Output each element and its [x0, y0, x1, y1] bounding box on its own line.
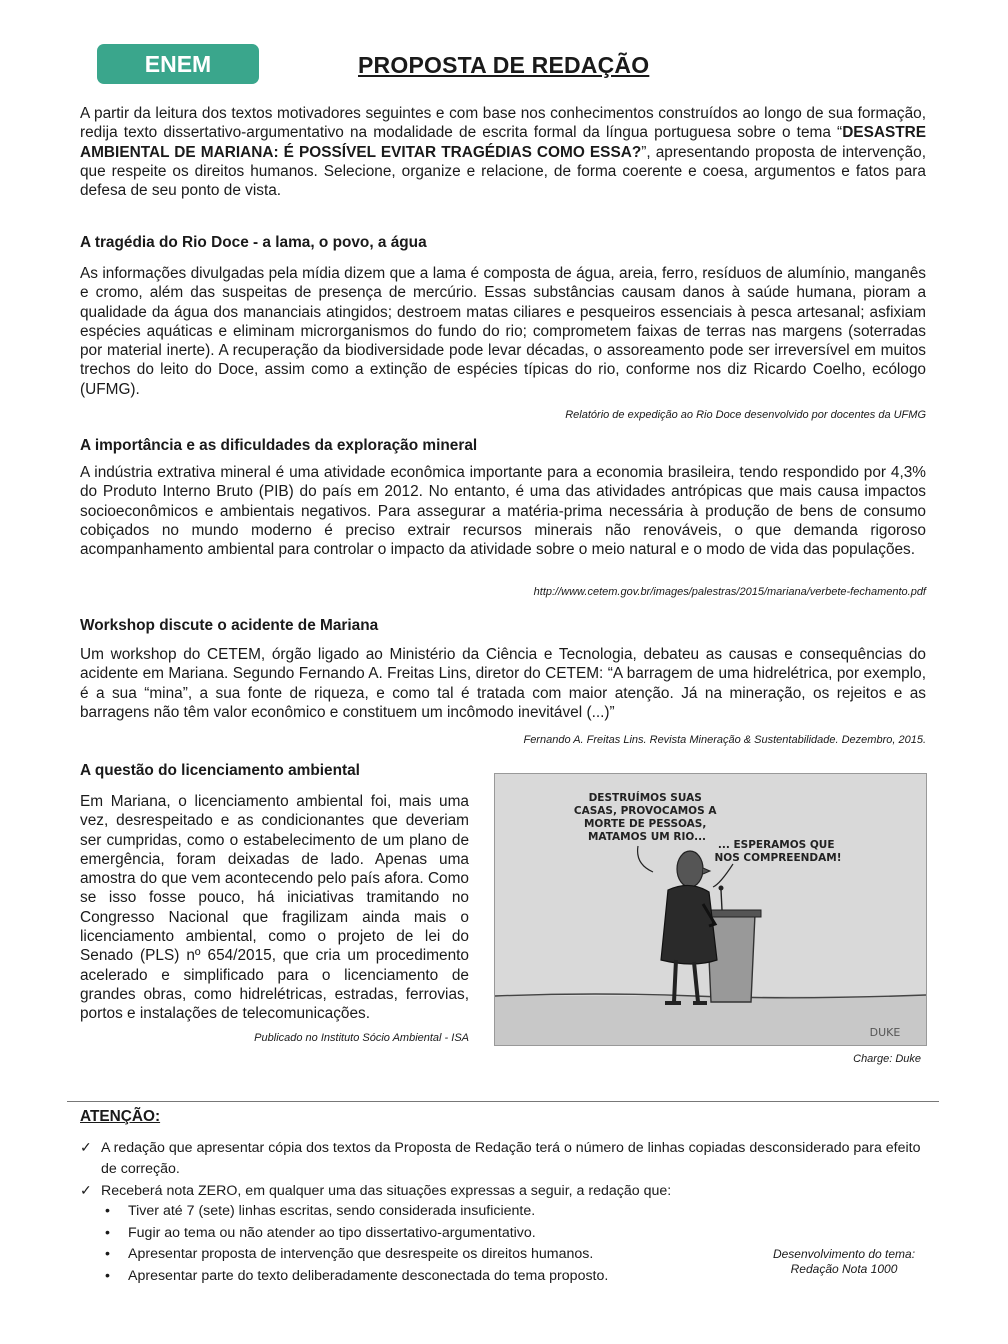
theme-development-note: [760, 1247, 928, 1277]
cartoon-image: [494, 773, 927, 1046]
cartoon-drawing: [495, 774, 926, 1045]
essay-theme: DESASTRE AMBIENTAL DE MARIANA: É POSSÍVEL EVITAR TRAGÉDIAS COMO ESSA?: [80, 124, 926, 161]
text1-source: Relatório de expedição ao Rio Doce desenvolvido por docentes da UFMG: [565, 409, 926, 421]
bubble1-line: CASAS, PROVOCAMOS A: [573, 805, 717, 817]
cartoon-credit: Charge: Duke: [853, 1053, 921, 1065]
attention-title: ATENÇÃO:: [80, 1108, 161, 1125]
bullet-icon: •: [105, 1268, 110, 1284]
bubble2-line: NOS COMPREENDAM!: [714, 852, 842, 864]
text3-body: Um workshop do CETEM, órgão ligado ao Ministério da Ciência e Tecnologia, debateu as causas e consequências do acidente em Mariana. Segundo Fernando A. Freitas Lins, diretor do CETEM: “A barragem de uma hidrelétrica, por exemplo, é a sua “mina”, a sua fonte de riqueza, e como tal é tratada com maior atenção. Já na mineração, os rejeitos e as barragens não têm valor econômico e constituem um incômodo inevitável (...)”: [80, 646, 926, 721]
bubble2-line: ... ESPERAMOS QUE: [717, 839, 835, 851]
zero-condition-text: Apresentar parte do texto deliberadamente desconectada do tema proposto.: [128, 1268, 609, 1284]
text4-heading: A questão do licenciamento ambiental: [80, 762, 360, 779]
zero-condition-text: Fugir ao tema ou não atender ao tipo dissertativo-argumentativo.: [128, 1225, 536, 1241]
enem-badge: ENEM: [97, 44, 259, 84]
attention-item-zero: [80, 1181, 921, 1202]
text1-heading: A tragédia do Rio Doce - a lama, o povo, a água: [80, 234, 427, 251]
zero-condition-item: [105, 1244, 593, 1265]
text4-body: Em Mariana, o licenciamento ambiental foi, mais uma vez, desrespeitado e as condicionantes que deveriam ser cumpridas, como o estabelecimento de um plano de emergência, foram deixadas de lado. Apenas uma amostra do que vem acontecendo pelo país afora. Como se isso fosse pouco, há iniciativas tramitando no Congresso Nacional que fragilizam ainda mais o licenciamento ambiental, como o projeto de lei do Senado (PLS) nº 654/2015, que cria um procedimento acelerado e simplificado para o licenciamento de grandes obras, como hidrelétricas, estradas, ferrovias, portos e instalações de telecomunicações.: [80, 793, 469, 1023]
zero-condition-text: Apresentar proposta de intervenção que desrespeite os direitos humanos.: [128, 1246, 594, 1262]
attention-item-text: A redação que apresentar cópia dos textos da Proposta de Redação terá o número de linhas copiadas desconsiderado para efeito de correção.: [101, 1140, 921, 1177]
bullet-icon: •: [105, 1225, 110, 1241]
bubble1-line: MORTE DE PESSOAS,: [583, 818, 707, 830]
bubble1-line: DESTRUÍMOS SUAS: [588, 792, 702, 804]
text3-heading: Workshop discute o acidente de Mariana: [80, 617, 379, 634]
text4-source: Publicado no Instituto Sócio Ambiental - ISA: [254, 1032, 469, 1044]
text2-body: A indústria extrativa mineral é uma atividade econômica importante para a economia brasileira, tendo respondido por 4,3% do Produto Interno Bruto (PIB) do país em 2012. No entanto, é uma das atividades antrópicas que mais causa impactos socioeconômicos e ambientais negativos. Para assegurar a matéria-prima necessária à produção de bens de consumo cobiçados no mundo moderno é preciso extrair recursos minerais não renováveis, o que demanda rigoroso acompanhamento ambiental para controlar o impacto da atividade sobre o meio natural e o modo de vida das populações.: [80, 464, 926, 559]
check-icon: ✓: [80, 1140, 92, 1156]
page-title: PROPOSTA DE REDAÇÃO: [358, 52, 650, 78]
zero-condition-text: Tiver até 7 (sete) linhas escritas, sendo considerada insuficiente.: [128, 1203, 536, 1219]
zero-condition-item: [105, 1266, 608, 1287]
check-icon: ✓: [80, 1183, 92, 1199]
svg-text:... ESPERAMOS QUE NOS: [714, 839, 841, 864]
attention-item-text: Receberá nota ZERO, em qualquer uma das situações expressas a seguir, a redação que:: [101, 1183, 672, 1199]
theme-development-line1: Desenvolvimento do tema:: [772, 1247, 916, 1261]
zero-condition-item: [105, 1223, 536, 1244]
attention-item-copy: [80, 1138, 921, 1180]
bullet-icon: •: [105, 1246, 110, 1262]
zero-condition-item: [105, 1201, 535, 1222]
intro-text-before: A partir da leitura dos textos motivadores seguintes e com base nos conhecimentos construídos ao longo de sua formação, redija texto dissertativo-argumentativo na modalidade de escrita formal da língua portuguesa sobre o tema “: [80, 105, 926, 142]
bullet-icon: •: [105, 1203, 110, 1219]
text2-source: http://www.cetem.gov.br/images/palestras/2015/mariana/verbete-fechamento.pdf: [533, 586, 926, 598]
cartoon-signature: DUKE: [869, 1026, 901, 1039]
intro-text-after: ”, apresentando proposta de intervenção, que respeite os direitos humanos. Selecione, organize e relacione, de forma coerente e coesa, argumentos e fatos para defesa de seu ponto de vista.: [80, 143, 927, 200]
section-divider: [67, 1101, 939, 1102]
bubble1-line: MATAMOS UM RIO...: [587, 831, 707, 843]
text2-heading: A importância e as dificuldades da exploração mineral: [80, 437, 478, 454]
theme-development-line2: Redação Nota 1000: [790, 1262, 898, 1276]
intro-paragraph: [80, 104, 926, 200]
text1-body: As informações divulgadas pela mídia dizem que a lama é composta de água, areia, ferro, resíduos de alumínio, manganês e cromo, além das suspeitas de presença de mercúrio. Essas substâncias causam danos à saúde humana, pioram a qualidade da água dos mananciais atingidos; destroem matas ciliares e pesqueiros essenciais à pesca artesanal; asfixiam espécies aquáticas e eliminam microrganismos do fundo do rio; comprometem faixas de terras nas margens (soterradas por material inerte). A recuperação da biodiversidade pode levar décadas, o assoreamento pode ser irreversível em muitos trechos do leito do Doce, assim como a extinção de espécies típicas do rio, conforme nos diz Ricardo Coelho, ecólogo (UFMG).: [80, 265, 926, 398]
text3-source: Fernando A. Freitas Lins. Revista Mineração & Sustentabilidade. Dezembro, 2015.: [523, 734, 926, 746]
